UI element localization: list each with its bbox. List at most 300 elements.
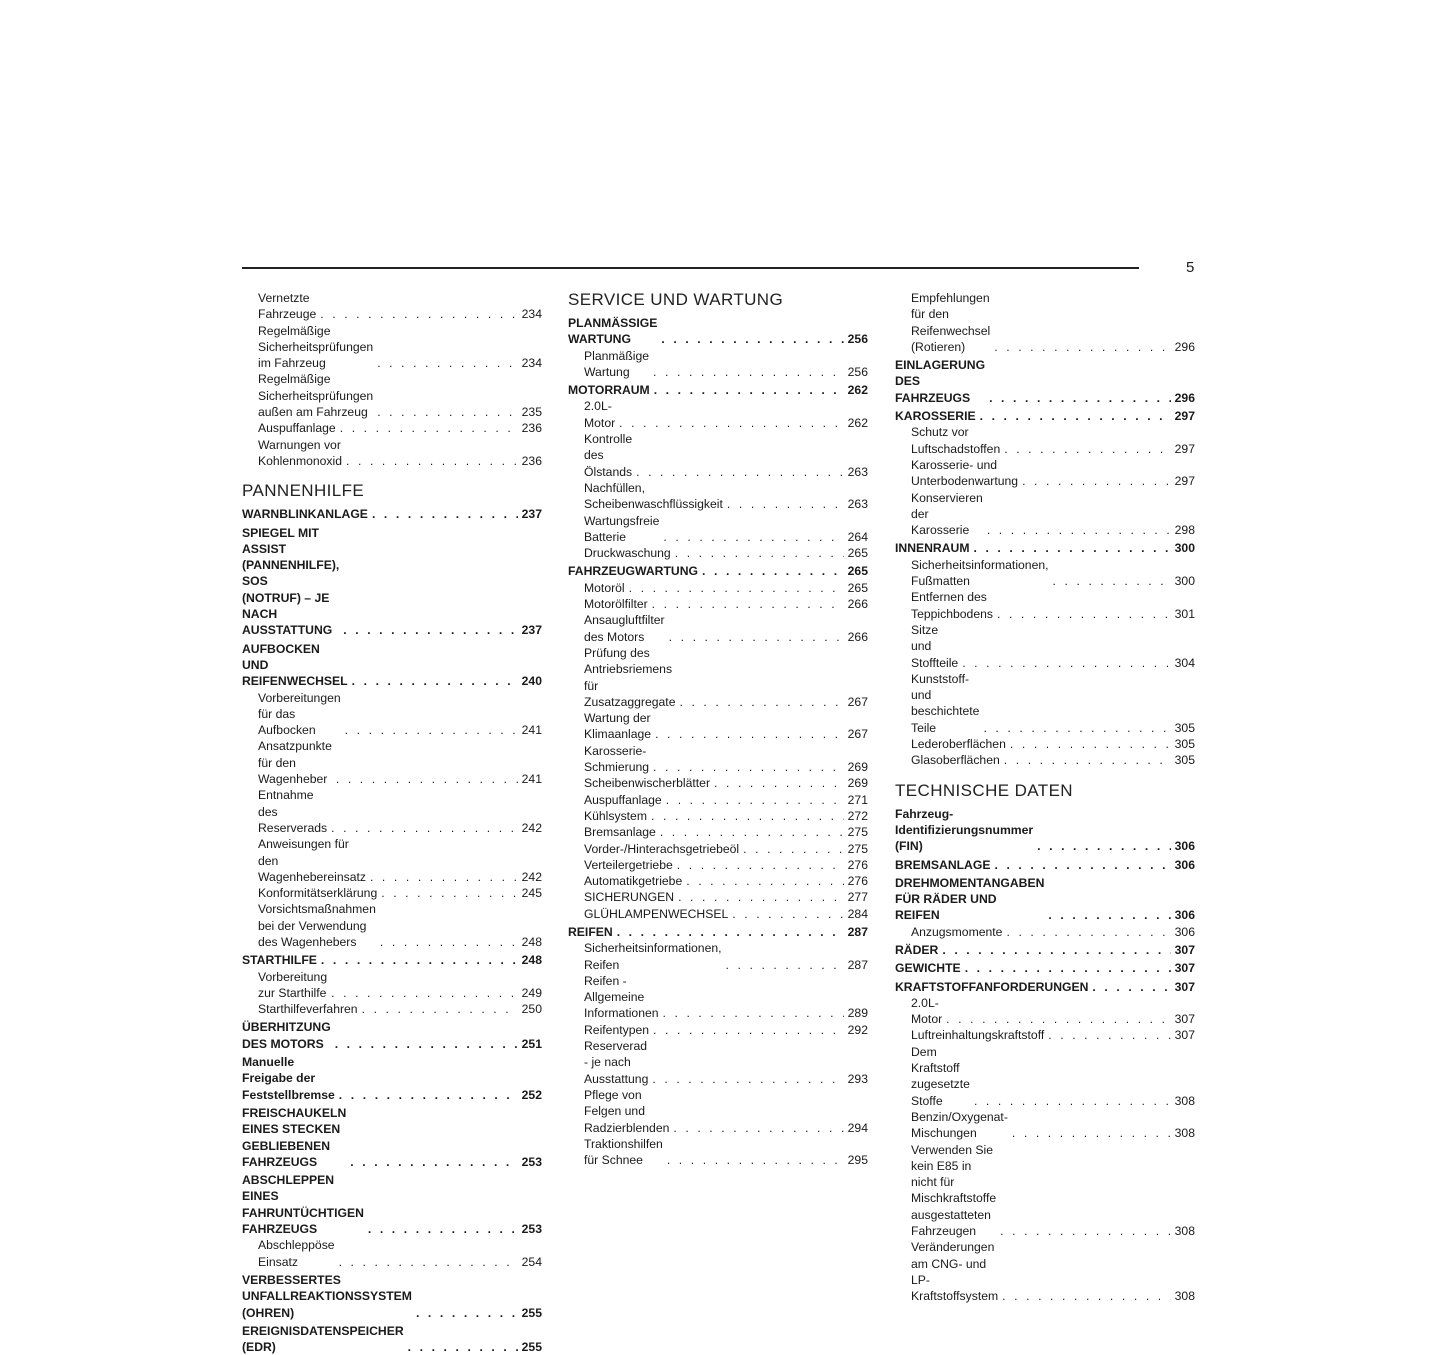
entry-title: Kühlsystem xyxy=(584,808,647,823)
entry-title: Warnungen vor Kohlenmonoxid xyxy=(258,437,343,468)
entry-title: DREHMOMENTANGABEN FÜR RÄDER UND REIFEN xyxy=(895,875,1045,923)
entry-title: Bremsanlage xyxy=(584,825,656,840)
entry-title: RÄDER xyxy=(895,942,939,957)
toc-sub-entry[interactable] xyxy=(568,775,868,791)
entry-page-number: 237 xyxy=(521,623,542,638)
entry-title: Sicherheitsinformationen, Reifen xyxy=(584,941,722,972)
entry-page-number: 287 xyxy=(847,957,868,972)
entry-title: Entnahme des Reserverads xyxy=(258,788,328,835)
toc-column-1 xyxy=(242,290,542,1355)
toc-sub-entry[interactable] xyxy=(568,743,868,776)
dot-leader xyxy=(377,404,517,420)
toc-main-entry[interactable] xyxy=(895,942,1195,958)
dot-leader xyxy=(679,694,843,710)
toc-sub-entry[interactable] xyxy=(242,787,542,836)
toc-sub-entry[interactable] xyxy=(568,841,868,857)
toc-sub-entry[interactable] xyxy=(242,1001,542,1017)
entry-title: SICHERUNGEN xyxy=(584,890,675,905)
entry-page-number: 236 xyxy=(521,453,542,468)
toc-sub-entry[interactable] xyxy=(242,690,542,739)
toc-sub-entry[interactable] xyxy=(568,808,868,824)
entry-title: Fahrzeug-Identifizierungsnummer (FIN) xyxy=(895,806,1034,854)
dot-leader xyxy=(636,464,844,480)
toc-sub-entry[interactable] xyxy=(568,1022,868,1038)
entry-page-number: 241 xyxy=(521,723,542,738)
dot-leader xyxy=(377,355,517,371)
entry-page-number: 263 xyxy=(847,497,868,512)
entry-page-number: 240 xyxy=(521,674,542,689)
entry-page-number: 267 xyxy=(847,694,868,709)
entry-title: FAHRZEUGWARTUNG xyxy=(568,564,698,579)
entry-title: WARNBLINKANLAGE xyxy=(242,507,368,522)
entry-title: Karosserie- und Unterbodenwartung xyxy=(911,457,1019,489)
dot-leader xyxy=(702,563,844,579)
dot-leader xyxy=(654,382,844,398)
entry-title: Dem Kraftstoff zugesetzte Stoffe xyxy=(911,1044,970,1108)
toc-main-entry[interactable] xyxy=(242,506,542,522)
toc-sub-entry[interactable] xyxy=(895,424,1195,457)
entry-page-number: 307 xyxy=(1174,942,1195,957)
toc-sub-entry[interactable] xyxy=(568,973,868,1022)
toc-sub-entry[interactable] xyxy=(568,580,868,596)
entry-page-number: 245 xyxy=(521,886,542,901)
entry-page-number: 304 xyxy=(1174,655,1195,670)
toc-sub-entry[interactable] xyxy=(568,873,868,889)
dot-leader xyxy=(350,1154,517,1170)
entry-title: Schutz vor Luftschadstoffen xyxy=(911,425,1001,456)
entry-title: VERBESSERTES UNFALLREAKTIONSSYSTEM (OHREN) xyxy=(242,1272,412,1320)
dot-leader xyxy=(994,857,1170,873)
entry-page-number: 305 xyxy=(1174,737,1195,752)
entry-page-number: 266 xyxy=(847,597,868,612)
dot-leader xyxy=(726,957,844,973)
toc-sub-entry[interactable] xyxy=(895,1109,1195,1142)
entry-title: Regelmäßige Sicherheitsprüfungen im Fahrzeug xyxy=(258,323,374,371)
toc-main-entry[interactable] xyxy=(242,641,542,690)
entry-title: Manuelle Freigabe der Feststellbremse xyxy=(242,1055,335,1102)
entry-page-number: 306 xyxy=(1174,908,1195,923)
entry-title: Auspuffanlage xyxy=(584,792,662,807)
entry-page-number: 277 xyxy=(847,890,868,905)
dot-leader xyxy=(652,1071,843,1087)
toc-column-2 xyxy=(568,290,868,1168)
entry-page-number: 305 xyxy=(1174,753,1195,768)
toc-sub-entry[interactable] xyxy=(242,420,542,436)
toc-sub-entry[interactable] xyxy=(242,1237,542,1270)
dot-leader xyxy=(1004,752,1171,768)
toc-main-entry[interactable] xyxy=(895,875,1195,924)
dot-leader xyxy=(983,720,1170,736)
toc-main-entry[interactable] xyxy=(895,540,1195,556)
toc-sub-entry[interactable] xyxy=(242,969,542,1002)
toc-sub-entry[interactable] xyxy=(568,824,868,840)
entry-title: Abschleppöse Einsatz xyxy=(258,1238,335,1269)
toc-main-entry[interactable] xyxy=(242,525,542,639)
toc-sub-entry[interactable] xyxy=(568,513,868,546)
section-heading: PANNENHILFE xyxy=(242,481,365,501)
entry-page-number: 235 xyxy=(521,405,542,420)
entry-title: Reifentypen xyxy=(584,1022,650,1037)
dot-leader xyxy=(669,629,844,645)
entry-page-number: 269 xyxy=(847,760,868,775)
dot-leader xyxy=(1092,979,1170,995)
dot-leader xyxy=(320,306,517,322)
toc-sub-entry[interactable] xyxy=(895,589,1195,622)
entry-title: INNENRAUM xyxy=(895,541,970,556)
toc-sub-entry[interactable] xyxy=(568,596,868,612)
toc-main-entry[interactable] xyxy=(242,1019,542,1052)
dot-leader xyxy=(1000,1223,1171,1239)
entry-title: BREMSANLAGE xyxy=(895,857,991,872)
entry-page-number: 306 xyxy=(1174,924,1195,939)
dot-leader xyxy=(372,506,518,522)
dot-leader xyxy=(339,1087,518,1103)
toc-sub-entry[interactable] xyxy=(895,290,1195,355)
entry-title: EINLAGERUNG DES FAHRZEUGS xyxy=(895,358,986,405)
toc-sub-entry[interactable] xyxy=(568,545,868,561)
entry-page-number: 237 xyxy=(521,507,542,522)
entry-title: Vorbereitung zur Starthilfe xyxy=(258,969,328,1000)
dot-leader xyxy=(653,1022,844,1038)
entry-page-number: 276 xyxy=(847,874,868,889)
entry-page-number: 241 xyxy=(521,772,542,787)
toc-sub-entry[interactable] xyxy=(242,901,542,950)
entry-title: Anzugsmomente xyxy=(911,924,1003,939)
entry-page-number: 250 xyxy=(521,1002,542,1017)
dot-leader xyxy=(727,496,844,512)
entry-title: Motoröl xyxy=(584,580,625,595)
entry-title: Verwenden Sie kein E85 in nicht für Mischkraftstoffe ausgestatteten Fahrzeugen xyxy=(911,1142,997,1239)
dot-leader xyxy=(336,771,518,787)
toc-column-3 xyxy=(895,290,1195,1305)
toc-sub-entry[interactable] xyxy=(568,1087,868,1136)
toc-sub-entry[interactable] xyxy=(895,1239,1195,1304)
dot-leader xyxy=(980,408,1171,424)
entry-title: Vorsichtsmaßnahmen bei der Verwendung des Wagenhebers xyxy=(258,902,376,949)
toc-main-entry[interactable] xyxy=(242,1323,542,1355)
dot-leader xyxy=(655,726,844,742)
dot-leader xyxy=(732,906,843,922)
toc-sub-entry[interactable] xyxy=(242,836,542,885)
dot-leader xyxy=(673,1120,843,1136)
page-number: 5 xyxy=(1186,259,1195,276)
toc-sub-entry[interactable] xyxy=(895,924,1195,940)
toc-sub-entry[interactable] xyxy=(568,398,868,431)
dot-leader xyxy=(653,364,844,380)
entry-page-number: 307 xyxy=(1174,961,1195,976)
dot-leader xyxy=(346,453,518,469)
dot-leader xyxy=(660,824,844,840)
toc-sub-entry[interactable] xyxy=(242,371,542,420)
dot-leader xyxy=(1048,907,1170,923)
entry-title: Reserverad - je nach Ausstattung xyxy=(584,1039,649,1086)
entry-title: ABSCHLEPPEN EINES FAHRUNTÜCHTIGEN FAHRZEUGS xyxy=(242,1173,364,1237)
entry-page-number: 289 xyxy=(847,1006,868,1021)
entry-page-number: 287 xyxy=(847,924,868,939)
dot-leader xyxy=(677,857,844,873)
entry-title: Benzin/Oxygenat-Mischungen xyxy=(911,1109,1008,1141)
entry-page-number: 294 xyxy=(847,1120,868,1135)
entry-title: EREIGNISDATENSPEICHER (EDR) xyxy=(242,1323,404,1355)
entry-title: Ansatzpunkte für den Wagenheber xyxy=(258,739,332,787)
entry-title: Auspuffanlage xyxy=(258,421,336,436)
toc-sub-entry[interactable] xyxy=(568,645,868,710)
toc-main-entry[interactable] xyxy=(568,382,868,398)
toc-sub-entry[interactable] xyxy=(242,323,542,372)
toc-main-entry[interactable] xyxy=(242,952,542,968)
dot-leader xyxy=(331,820,518,836)
entry-page-number: 265 xyxy=(847,546,868,561)
toc-sub-entry[interactable] xyxy=(895,995,1195,1028)
entry-page-number: 242 xyxy=(521,820,542,835)
dot-leader xyxy=(987,522,1171,538)
dot-leader xyxy=(675,545,844,561)
toc-sub-entry[interactable] xyxy=(242,437,542,470)
section-heading: SERVICE UND WARTUNG xyxy=(568,290,784,309)
dot-leader xyxy=(663,529,843,545)
toc-sub-entry[interactable] xyxy=(895,1142,1195,1240)
entry-page-number: 275 xyxy=(847,841,868,856)
toc-sub-entry[interactable] xyxy=(895,1027,1195,1043)
toc-main-entry[interactable] xyxy=(568,315,868,348)
toc-sub-entry[interactable] xyxy=(568,348,868,381)
entry-page-number: 255 xyxy=(521,1305,542,1320)
entry-title: 2.0L-Motor xyxy=(584,399,616,430)
entry-title: Anweisungen für den Wagenhebereinsatz xyxy=(258,837,366,884)
entry-page-number: 308 xyxy=(1174,1126,1195,1141)
dot-leader xyxy=(331,985,518,1001)
toc-sub-entry[interactable] xyxy=(895,622,1195,671)
entry-page-number: 234 xyxy=(521,356,542,371)
toc-main-entry[interactable] xyxy=(242,1054,542,1103)
dot-leader xyxy=(1048,1027,1170,1043)
dot-leader xyxy=(974,1093,1171,1109)
toc-main-entry[interactable] xyxy=(242,1105,542,1170)
entry-page-number: 301 xyxy=(1174,606,1195,621)
header-rule xyxy=(242,267,1139,269)
dot-leader xyxy=(321,952,518,968)
entry-page-number: 253 xyxy=(521,1222,542,1237)
entry-page-number: 298 xyxy=(1174,523,1195,538)
entry-title: Nachfüllen, Scheibenwaschflüssigkeit xyxy=(584,480,723,512)
dot-leader xyxy=(942,942,1170,958)
dot-leader xyxy=(370,869,518,885)
entry-title: Vernetzte Fahrzeuge xyxy=(258,291,317,322)
toc-main-entry[interactable] xyxy=(895,357,1195,406)
toc-sub-entry[interactable] xyxy=(895,557,1195,590)
entry-page-number: 252 xyxy=(521,1087,542,1102)
dot-leader xyxy=(965,960,1171,976)
entry-title: Glasoberflächen xyxy=(911,753,1000,768)
entry-title: Motorölfilter xyxy=(584,597,648,612)
entry-title: Druckwaschung xyxy=(584,546,671,561)
toc-sub-entry[interactable] xyxy=(895,1044,1195,1109)
entry-title: Vorbereitungen für das Aufbocken xyxy=(258,690,341,738)
entry-title: Veränderungen am CNG- und LP-Kraftstoffsystem xyxy=(911,1240,999,1304)
toc-sub-entry[interactable] xyxy=(568,889,868,905)
dot-leader xyxy=(994,339,1170,355)
toc-sub-entry[interactable] xyxy=(568,710,868,743)
entry-title: Ansaugluftfilter des Motors xyxy=(584,613,665,644)
entry-title: Wartungsfreie Batterie xyxy=(584,513,660,544)
dot-leader xyxy=(652,596,844,612)
entry-title: AUFBOCKEN UND REIFENWECHSEL xyxy=(242,641,348,689)
entry-page-number: 305 xyxy=(1174,720,1195,735)
toc-sub-entry[interactable] xyxy=(895,490,1195,539)
toc-main-entry[interactable] xyxy=(895,408,1195,424)
entry-title: KAROSSERIE xyxy=(895,409,976,424)
entry-title: Planmäßige Wartung xyxy=(584,348,650,379)
dot-leader xyxy=(661,331,843,347)
entry-page-number: 267 xyxy=(847,727,868,742)
entry-title: Sicherheitsinformationen, Fußmatten xyxy=(911,557,1049,589)
dot-leader xyxy=(667,1152,844,1168)
entry-page-number: 295 xyxy=(847,1153,868,1168)
entry-title: GEWICHTE xyxy=(895,961,961,976)
toc-sub-entry[interactable] xyxy=(895,752,1195,768)
toc-sub-entry[interactable] xyxy=(568,431,868,480)
entry-title: MOTORRAUM xyxy=(568,383,650,398)
dot-leader xyxy=(629,580,844,596)
toc-sub-entry[interactable] xyxy=(568,1136,868,1169)
entry-page-number: 297 xyxy=(1174,474,1195,489)
dot-leader xyxy=(653,759,844,775)
dot-leader xyxy=(362,1001,518,1017)
dot-leader xyxy=(1012,1125,1171,1141)
dot-leader xyxy=(989,390,1171,406)
dot-leader xyxy=(678,889,844,905)
entry-title: Konservieren der Karosserie xyxy=(911,490,983,538)
entry-page-number: 271 xyxy=(847,792,868,807)
dot-leader xyxy=(343,622,517,638)
entry-title: Kunststoff- und beschichtete Teile xyxy=(911,671,980,735)
entry-page-number: 307 xyxy=(1174,1012,1195,1027)
dot-leader xyxy=(743,841,844,857)
entry-title: Kontrolle des Ölstands xyxy=(584,432,633,479)
entry-title: Lederoberflächen xyxy=(911,737,1006,752)
entry-page-number: 297 xyxy=(1174,441,1195,456)
entry-page-number: 234 xyxy=(521,307,542,322)
toc-main-entry[interactable] xyxy=(568,563,868,579)
entry-page-number: 292 xyxy=(847,1022,868,1037)
section-heading: TECHNISCHE DATEN xyxy=(895,780,1073,800)
toc-sub-entry[interactable] xyxy=(895,671,1195,736)
dot-leader xyxy=(339,1254,518,1270)
entry-title: Entfernen des Teppichbodens xyxy=(911,590,993,621)
entry-page-number: 297 xyxy=(1174,409,1195,424)
dot-leader xyxy=(381,885,517,901)
toc-sub-entry[interactable] xyxy=(568,906,868,922)
entry-page-number: 308 xyxy=(1174,1224,1195,1239)
toc-sub-entry[interactable] xyxy=(568,792,868,808)
toc-sub-entry[interactable] xyxy=(242,290,542,323)
toc-sub-entry[interactable] xyxy=(242,738,542,787)
entry-title: ÜBERHITZUNG DES MOTORS xyxy=(242,1020,331,1051)
toc-sub-entry[interactable] xyxy=(568,940,868,973)
entry-page-number: 306 xyxy=(1174,839,1195,854)
entry-page-number: 296 xyxy=(1174,390,1195,405)
toc-sub-entry[interactable] xyxy=(895,457,1195,490)
entry-title: Starthilfeverfahren xyxy=(258,1002,358,1017)
dot-leader xyxy=(973,540,1170,556)
entry-title: Empfehlungen für den Reifenwechsel (Rotieren) xyxy=(911,291,991,354)
entry-title: Wartung der Klimaanlage xyxy=(584,711,652,742)
entry-page-number: 242 xyxy=(521,869,542,884)
entry-title: Regelmäßige Sicherheitsprüfungen außen am Fahrzeug xyxy=(258,372,374,420)
dot-leader xyxy=(997,606,1171,622)
dot-leader xyxy=(714,775,844,791)
entry-title: Konformitätserklärung xyxy=(258,886,378,901)
toc-sub-entry[interactable] xyxy=(568,612,868,645)
dot-leader xyxy=(962,655,1170,671)
toc-main-entry[interactable] xyxy=(895,857,1195,873)
toc-main-entry[interactable] xyxy=(895,806,1195,855)
entry-page-number: 264 xyxy=(847,529,868,544)
entry-page-number: 265 xyxy=(847,580,868,595)
dot-leader xyxy=(368,1221,518,1237)
entry-page-number: 300 xyxy=(1174,541,1195,556)
dot-leader xyxy=(619,415,844,431)
toc-sub-entry[interactable] xyxy=(895,736,1195,752)
entry-page-number: 262 xyxy=(847,383,868,398)
entry-title: Pflege von Felgen und Radzierblenden xyxy=(584,1087,670,1135)
entry-title: STARTHILFE xyxy=(242,953,317,968)
entry-page-number: 306 xyxy=(1174,857,1195,872)
entry-title: GLÜHLAMPENWECHSEL xyxy=(584,906,729,921)
dot-leader xyxy=(340,420,518,436)
dot-leader xyxy=(352,673,518,689)
entry-page-number: 275 xyxy=(847,825,868,840)
dot-leader xyxy=(416,1305,518,1321)
toc-sub-entry[interactable] xyxy=(568,1038,868,1087)
entry-title: Automatikgetriebe xyxy=(584,874,683,889)
toc-main-entry[interactable] xyxy=(242,1172,542,1237)
dot-leader xyxy=(1022,473,1171,489)
toc-main-entry[interactable] xyxy=(895,960,1195,976)
toc-main-entry[interactable] xyxy=(895,979,1195,995)
entry-page-number: 236 xyxy=(521,421,542,436)
entry-title: FREISCHAUKELN EINES STECKEN GEBLIEBENEN FAHRZEUGS xyxy=(242,1105,347,1169)
entry-page-number: 284 xyxy=(847,906,868,921)
entry-page-number: 266 xyxy=(847,629,868,644)
entry-page-number: 248 xyxy=(521,953,542,968)
entry-title: Sitze und Stoffteile xyxy=(911,622,959,670)
dot-leader xyxy=(335,1036,518,1052)
dot-leader xyxy=(663,1005,844,1021)
entry-title: Traktionshilfen für Schnee xyxy=(584,1136,663,1168)
toc-sub-entry[interactable] xyxy=(568,857,868,873)
entry-title: Scheibenwischerblätter xyxy=(584,776,711,791)
dot-leader xyxy=(380,934,518,950)
entry-page-number: 272 xyxy=(847,808,868,823)
entry-page-number: 293 xyxy=(847,1071,868,1086)
toc-sub-entry[interactable] xyxy=(568,480,868,513)
dot-leader xyxy=(1053,573,1171,589)
toc-main-entry[interactable] xyxy=(242,1272,542,1321)
entry-title: Karosserie-Schmierung xyxy=(584,743,650,775)
entry-title: 2.0L-Motor xyxy=(911,995,943,1027)
entry-title: Luftreinhaltungskraftstoff xyxy=(911,1028,1045,1043)
dot-leader xyxy=(686,873,843,889)
toc-main-entry[interactable] xyxy=(568,924,868,940)
entry-page-number: 254 xyxy=(521,1254,542,1269)
dot-leader xyxy=(1037,838,1171,854)
toc-sub-entry[interactable] xyxy=(242,885,542,901)
entry-page-number: 249 xyxy=(521,985,542,1000)
entry-page-number: 276 xyxy=(847,857,868,872)
entry-title: REIFEN xyxy=(568,924,613,939)
dot-leader xyxy=(666,792,844,808)
